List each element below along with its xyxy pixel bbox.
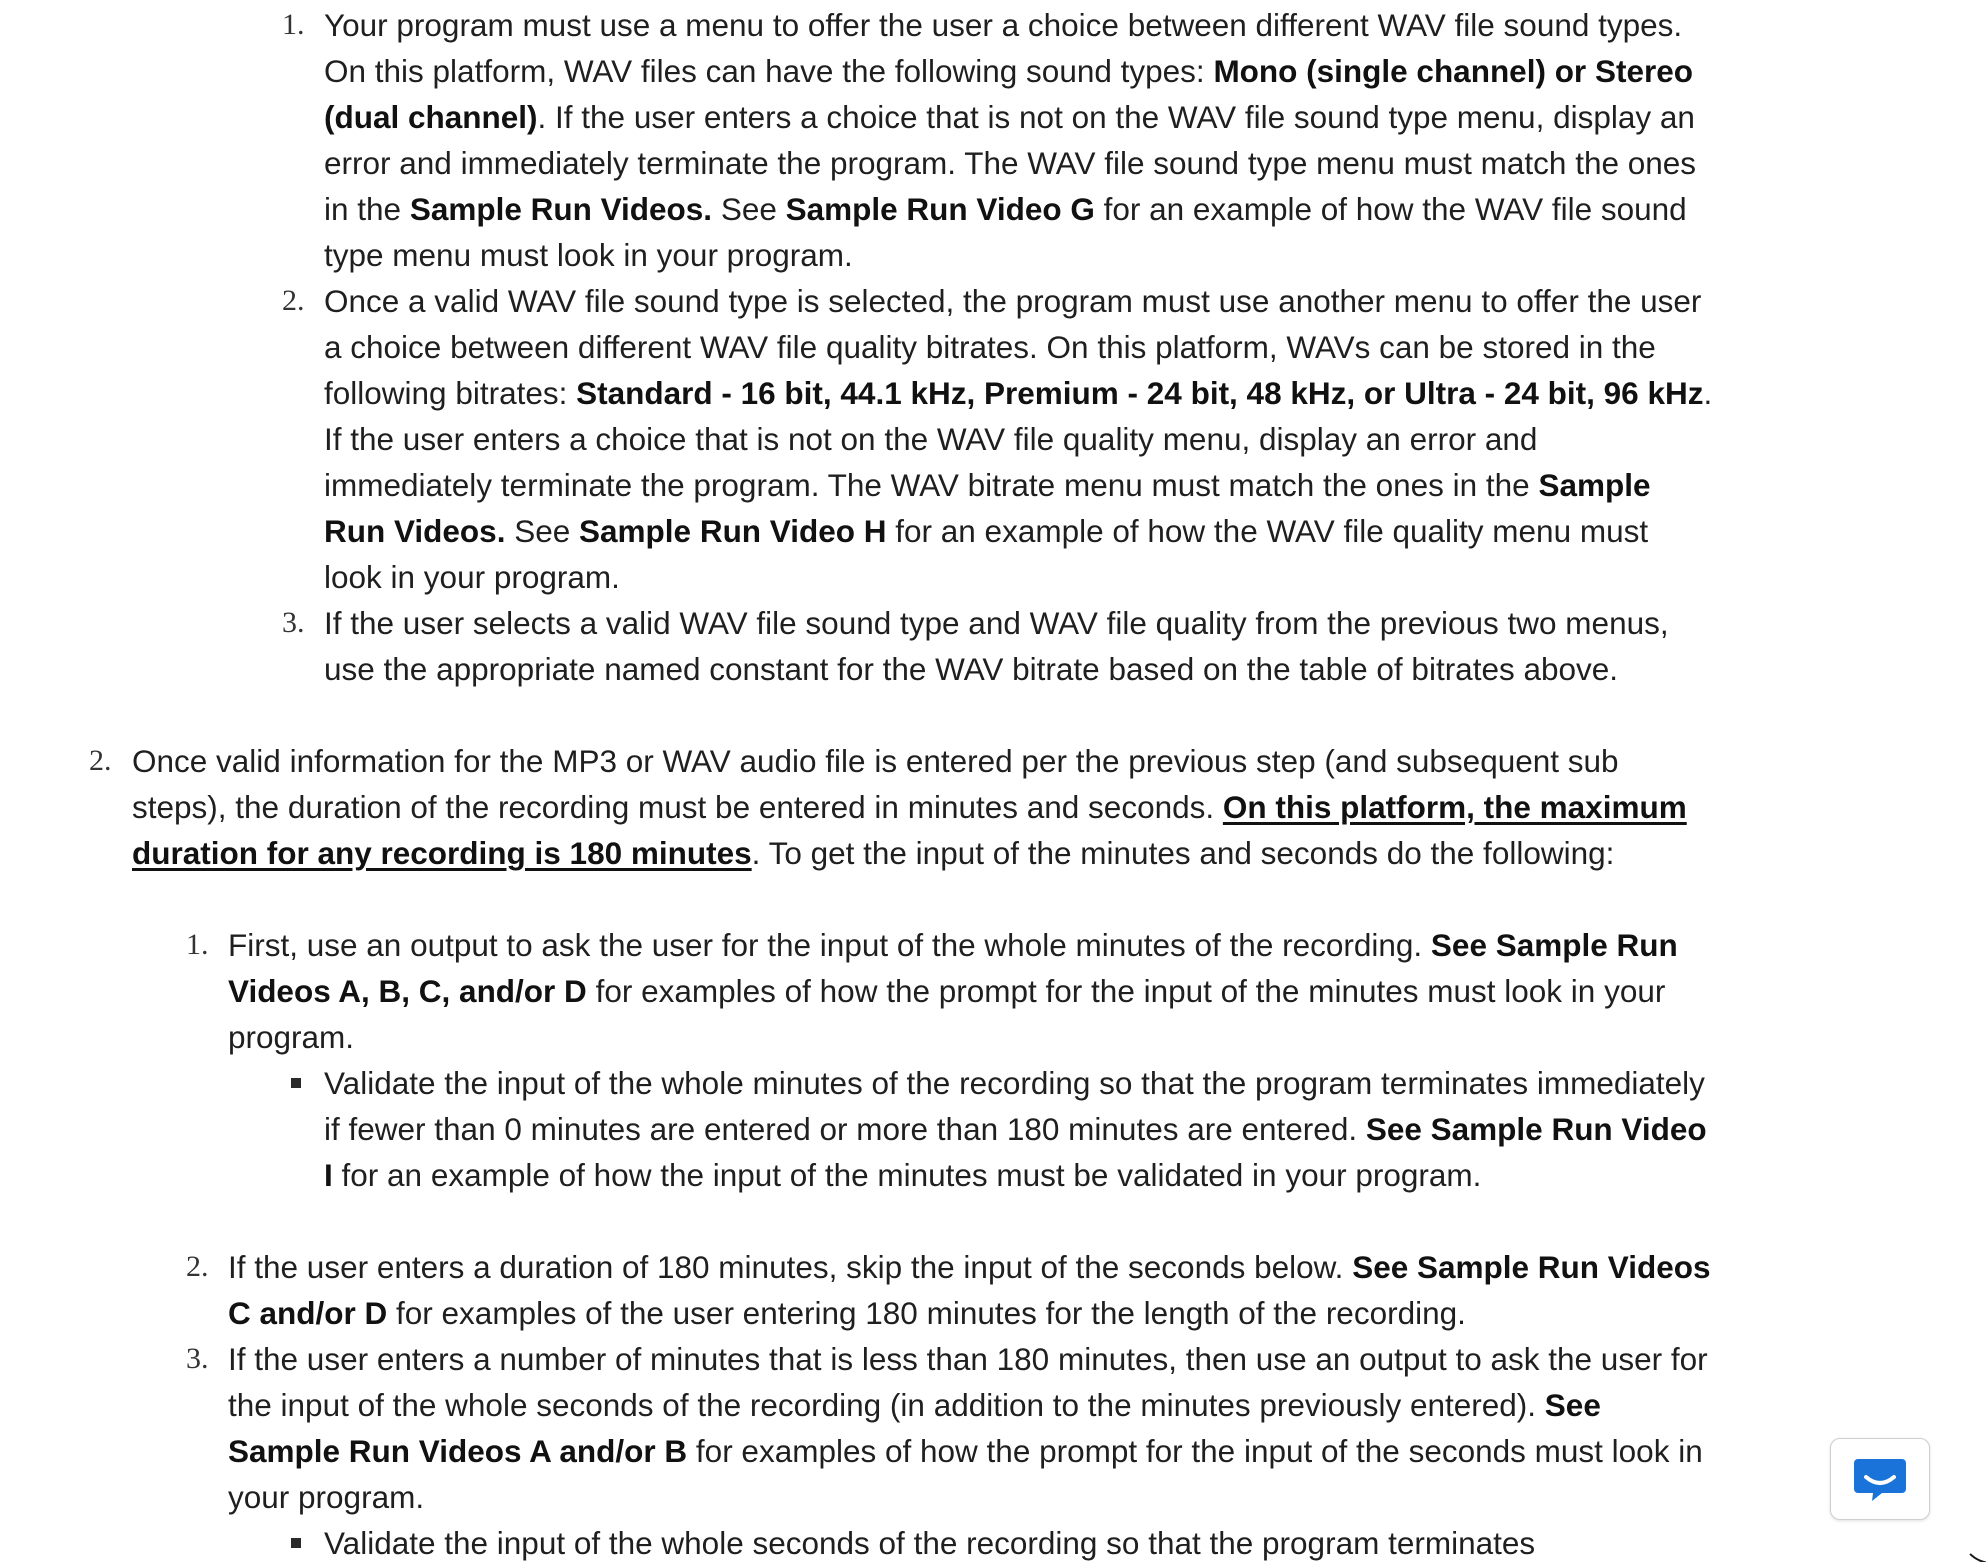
window-corner (1960, 1500, 1986, 1562)
list-item (89, 738, 1712, 876)
list-item-text: Once valid information for the MP3 or WAV audio file is entered per the previous step (and subsequent sub steps), the duration of the recording must be entered in minutes and seconds. On this platform, the maximum duration for any recording is 180 minutes. To get the input of the minutes and seconds do the following: (132, 743, 1687, 871)
list-number: 2. (282, 284, 305, 317)
list-item (186, 922, 1714, 1060)
list-number: 2. (89, 744, 112, 777)
list-item (282, 600, 1714, 692)
list-item (186, 1244, 1714, 1336)
list-item (324, 1520, 1714, 1562)
list-item-text: Once a valid WAV file sound type is selected, the program must use another menu to offer the user a choice between different WAV file quality bitrates. On this platform, WAVs can be stored in the following bitrates: Standard - 16 bit, 44.1 kHz, Premium - 24 bit, 48 kHz, or Ultra - 24 bit, 96 kHz. If the user enters a choice that is not on the WAV file quality menu, display an error and immediately terminate the program. The WAV bitrate menu must match the ones in the Sample Run Videos. See Sample Run Video H for an example of how the WAV file quality menu must look in your program. (324, 283, 1713, 595)
list-item-text: Validate the input of the whole seconds of the recording so that the program terminates (324, 1525, 1536, 1561)
list-number: 2. (186, 1250, 209, 1283)
emphasis-link-text: On this platform, the maximum duration for any recording is 180 minutes (132, 789, 1687, 871)
list-number: 3. (186, 1342, 209, 1375)
list-number: 1. (186, 928, 209, 961)
list-item-text: Validate the input of the whole minutes of the recording so that the program terminates immediately if fewer than 0 minutes are entered or more than 180 minutes are entered. See Sample Run Video I for an example of how the input of the minutes must be validated in your program. (324, 1065, 1707, 1193)
bullet-icon (291, 1538, 301, 1548)
list-item-text: If the user selects a valid WAV file sound type and WAV file quality from the previous two menus, use the appropriate named constant for the WAV bitrate based on the table of bitrates above. (324, 605, 1669, 687)
list-item-text: First, use an output to ask the user for the input of the whole minutes of the recording. See Sample Run Videos A, B, C, and/or D for examples of how the prompt for the input of the minutes must look in your program. (228, 927, 1678, 1055)
list-item-text: If the user enters a number of minutes that is less than 180 minutes, then use an output to ask the user for the input of the whole seconds of the recording (in addition to the minutes previously entered). See Sample Run Videos A and/or B for examples of how the prompt for the input of the seconds must look in your program. (228, 1341, 1708, 1515)
list-number: 3. (282, 606, 305, 639)
list-number: 1. (282, 8, 305, 41)
list-item-text: If the user enters a duration of 180 minutes, skip the input of the seconds below. See Sample Run Videos C and/or D for examples of the user entering 180 minutes for the length of the recording. (228, 1249, 1711, 1331)
list-item (282, 2, 1714, 278)
list-item-text: Your program must use a menu to offer the user a choice between different WAV file sound types. On this platform, WAV files can have the following sound types: Mono (single channel) or Stereo (dual channel). If the user enters a choice that is not on the WAV file sound type menu, display an error and immediately terminate the program. The WAV file sound type menu must match the ones in the Sample Run Videos. See Sample Run Video G for an example of how the WAV file sound type menu must look in your program. (324, 7, 1697, 273)
list-item (282, 278, 1714, 600)
chat-button[interactable] (1830, 1438, 1930, 1520)
list-item (186, 1336, 1714, 1520)
chat-icon (1852, 1455, 1908, 1503)
list-item (324, 1060, 1714, 1198)
bullet-icon (291, 1078, 301, 1088)
